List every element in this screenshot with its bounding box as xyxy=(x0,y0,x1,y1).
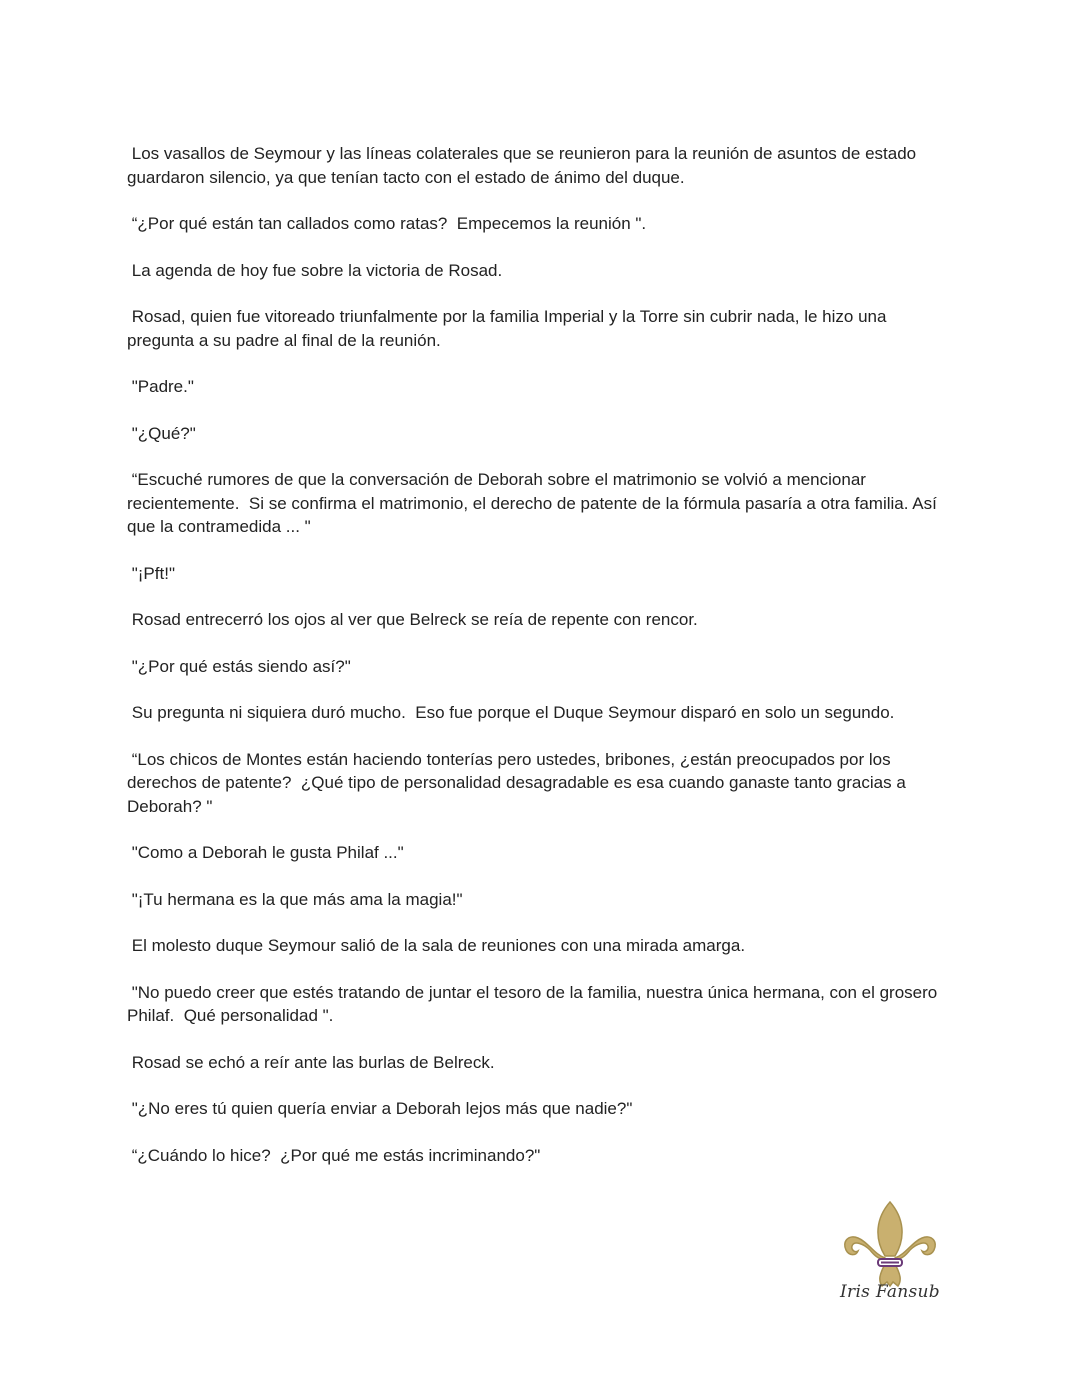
paragraph: “¿Cuándo lo hice? ¿Por qué me estás incriminando?" xyxy=(127,1145,541,1165)
paragraph: Rosad se echó a reír ante las burlas de Belreck. xyxy=(127,1052,495,1072)
paragraph: Los vasallos de Seymour y las líneas colaterales que se reunieron para la reunión de asuntos de estado guardaron silencio, ya que tenían tacto con el estado de ánimo del duque. xyxy=(127,144,921,187)
paragraph: La agenda de hoy fue sobre la victoria de Rosad. xyxy=(127,260,503,280)
document-body xyxy=(127,142,957,1190)
paragraph: Rosad, quien fue vitoreado triunfalmente por la familia Imperial y la Torre sin cubrir nada, le hizo una pregunta a su padre al final de la reunión. xyxy=(127,307,892,350)
paragraph: "¡Pft!" xyxy=(127,563,175,583)
paragraph: Su pregunta ni siquiera duró mucho. Eso fue porque el Duque Seymour disparó en solo un segundo. xyxy=(127,703,895,722)
paragraph: "No puedo creer que estés tratando de juntar el tesoro de la familia, nuestra única hermana, con el grosero Philaf. Qué personalidad ". xyxy=(127,982,942,1025)
paragraph: “¿Por qué están tan callados como ratas? Empecemos la reunión ". xyxy=(127,214,647,233)
paragraph: “Los chicos de Montes están haciendo tonterías pero ustedes, bribones, ¿están preocupados por los derechos de patente? ¿Qué tipo de personalidad desagradable es esa cuando ganaste tanto gracias a Deborah? " xyxy=(127,749,911,816)
iris-fansub-logo xyxy=(838,1198,942,1310)
paragraph: "Padre." xyxy=(127,377,194,396)
paragraph: "¿Qué?" xyxy=(127,423,196,443)
paragraph: "¿No eres tú quien quería enviar a Deborah lejos más que nadie?" xyxy=(127,1099,633,1118)
fleur-de-lis-icon xyxy=(838,1198,942,1288)
paragraph: "¡Tu hermana es la que más ama la magia!" xyxy=(127,889,463,909)
paragraph: El molesto duque Seymour salió de la sala de reuniones con una mirada amarga. xyxy=(127,936,746,955)
paragraph: "¿Por qué estás siendo así?" xyxy=(127,656,351,676)
paragraph: "Como a Deborah le gusta Philaf ..." xyxy=(127,843,404,862)
paragraph: Rosad entrecerró los ojos al ver que Belreck se reía de repente con rencor. xyxy=(127,610,698,629)
logo-text: Iris Fansub xyxy=(840,1282,940,1302)
paragraph: “Escuché rumores de que la conversación de Deborah sobre el matrimonio se volvió a mencionar recientemente. Si se confirma el matrimonio, el derecho de patente de la fórmula pasaría a otra familia. Así que la contramedida ... " xyxy=(127,470,942,536)
